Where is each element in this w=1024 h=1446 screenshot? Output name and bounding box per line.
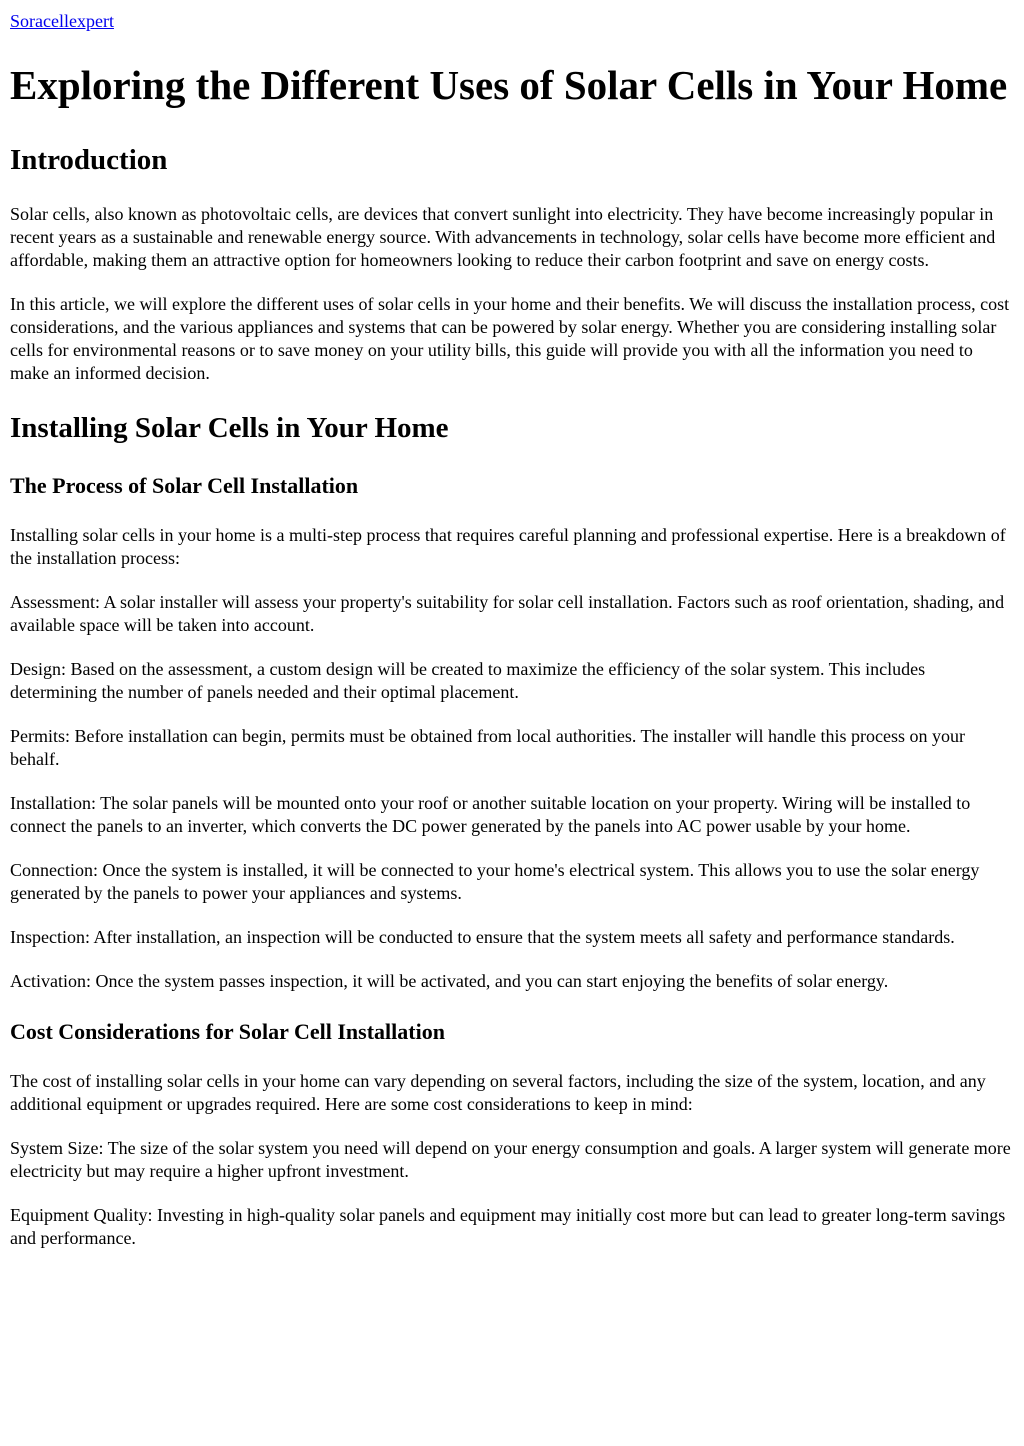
article-title: Exploring the Different Uses of Solar Cells in Your Home	[10, 62, 1008, 108]
cost-paragraph: The cost of installing solar cells in your home can vary depending on several factors, including the size of the system, location, and any additional equipment or upgrades required. Here are some cost considerations to keep in mind:	[10, 1071, 986, 1114]
site-home-link[interactable]: Soracellexpert	[10, 11, 114, 31]
intro-paragraph: Solar cells, also known as photovoltaic cells, are devices that convert sunlight into electricity. They have become increasingly popular in recent years as a sustainable and renewable energy source. With advancements in technology, solar cells have become more efficient and affordable, making them an attractive option for homeowners looking to reduce their carbon footprint and save on energy costs.	[10, 204, 996, 270]
process-step-design: Design: Based on the assessment, a custom design will be created to maximize the efficiency of the solar system. This includes determining the number of panels needed and their optimal placement.	[10, 659, 926, 702]
process-step-assessment: Assessment: A solar installer will assess your property's suitability for solar cell installation. Factors such as roof orientation, shading, and available space will be taken into account.	[10, 592, 1005, 635]
process-paragraph: Installing solar cells in your home is a multi-step process that requires careful planning and professional expertise. Here is a breakdown of the installation process:	[10, 525, 1006, 568]
cost-item-equipment-quality: Equipment Quality: Investing in high-quality solar panels and equipment may initially cost more but can lead to greater long-term savings and performance.	[10, 1205, 1006, 1248]
cost-item-system-size: System Size: The size of the solar system you need will depend on your energy consumption and goals. A larger system will generate more electricity but may require a higher upfront investment.	[10, 1138, 1011, 1181]
process-step-connection: Connection: Once the system is installed, it will be connected to your home's electrical system. This allows you to use the solar energy generated by the panels to power your appliances and systems.	[10, 860, 980, 903]
section-heading-installing: Installing Solar Cells in Your Home	[10, 412, 449, 444]
process-step-permits: Permits: Before installation can begin, permits must be obtained from local authorities. The installer will handle this process on your behalf.	[10, 726, 965, 769]
process-step-installation: Installation: The solar panels will be mounted onto your roof or another suitable location on your property. Wiring will be installed to connect the panels to an inverter, which converts the DC power generated by the panels into AC power usable by your home.	[10, 793, 971, 836]
process-step-inspection: Inspection: After installation, an inspection will be conducted to ensure that the system meets all safety and performance standards.	[10, 927, 955, 947]
intro-paragraph: In this article, we will explore the different uses of solar cells in your home and their benefits. We will discuss the installation process, cost considerations, and the various appliances and systems that can be powered by solar energy. Whether you are considering installing solar cells for environmental reasons or to save money on your utility bills, this guide will provide you with all the information you need to make an informed decision.	[10, 294, 1010, 383]
subsection-heading-process: The Process of Solar Cell Installation	[10, 473, 359, 498]
process-step-activation: Activation: Once the system passes inspection, it will be activated, and you can start enjoying the benefits of solar energy.	[10, 971, 889, 991]
subsection-heading-cost: Cost Considerations for Solar Cell Installation	[10, 1019, 445, 1044]
section-heading-introduction: Introduction	[10, 144, 168, 176]
